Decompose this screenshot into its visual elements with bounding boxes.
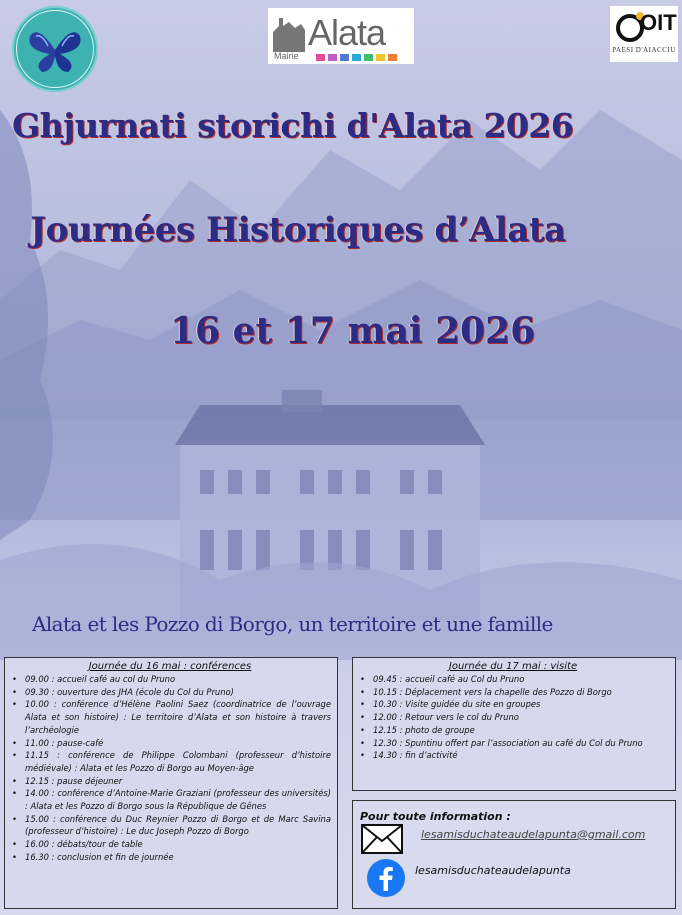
day2-schedule-list — [357, 673, 669, 762]
day1-program-box — [4, 657, 338, 909]
title-french: Journées Historiques d’Alata — [30, 210, 566, 250]
schedule-item: • 09.45 : accueil café au Col du Pruno — [373, 673, 669, 686]
association-logo — [12, 6, 98, 92]
schedule-item: • 16.00 : débats/tour de table — [25, 838, 331, 851]
alata-logo-mairie: Mairie — [274, 51, 299, 61]
schedule-item: • 14.00 : conférence d’Antoine-Marie Graziani (professeur des universités) : Alata et les Pozzo di Borgo sous la République de Gênes — [25, 787, 331, 812]
alata-logo-word: Alata — [308, 12, 386, 53]
day1-schedule-list — [9, 673, 331, 864]
schedule-item: • 12.00 : Retour vers le col du Pruno — [373, 711, 669, 724]
schedule-item: • 14.30 : fin d’activité — [373, 749, 669, 762]
schedule-item: • 16.30 : conclusion et fin de journée — [25, 851, 331, 864]
schedule-item: • 09.00 : accueil café au col du Pruno — [25, 673, 331, 686]
alata-mairie-logo — [268, 8, 414, 64]
schedule-item: • 09.30 : ouverture des JHA (école du Col du Pruno) — [25, 686, 331, 699]
schedule-item: • 12.15 : pause déjeuner — [25, 775, 331, 788]
facebook-page-name[interactable]: lesamisduchateaudelapunta — [415, 864, 571, 877]
day2-program-box — [352, 657, 676, 791]
oit-logo-word: OIT — [640, 10, 677, 35]
facebook-icon[interactable] — [366, 858, 406, 898]
schedule-item: • 12.15 : photo de groupe — [373, 724, 669, 737]
oit-logo — [610, 6, 678, 62]
event-dates: 16 et 17 mai 2026 — [170, 310, 536, 352]
schedule-item: • 10.00 : conférence d’Hélène Paolini Saez (coordinatrice de l’ouvrage Alata et son histoire) : Le territoire d’Alata et son histoire à travers l’archéologie — [25, 698, 331, 736]
contact-email-link[interactable]: lesamisduchateaudelapunta@gmail.com — [421, 828, 646, 841]
event-theme: Alata et les Pozzo di Borgo, un territoire et une famille — [32, 612, 553, 636]
schedule-item: • 10.30 : Visite guidée du site en groupes — [373, 698, 669, 711]
day1-heading: Journée du 16 mai : conférences — [88, 661, 252, 672]
oit-logo-subtitle: PAESI D'AIACCIU — [612, 46, 676, 54]
schedule-item: • 15.00 : conférence du Duc Reynier Pozzo di Borgo et de Marc Savina (professeur d’histoire) : Le duc Joseph Pozzo di Borgo — [25, 813, 331, 838]
schedule-item: • 11.15 : conférence de Philippe Colombani (professeur d’histoire médiévale) : Alata et les Pozzo di Borgo au Moyen-âge — [25, 749, 331, 774]
contact-title: Pour toute information : — [360, 810, 511, 823]
title-corsican: Ghjurnati storichi d'Alata 2026 — [12, 106, 574, 145]
envelope-icon — [361, 824, 403, 854]
schedule-item: • 12.30 : Spuntinu offert par l’association au café du Col du Pruno — [373, 737, 669, 750]
contact-info-box — [352, 800, 676, 909]
day2-heading: Journée du 17 mai : visite — [448, 661, 578, 672]
schedule-item: • 10.15 : Déplacement vers la chapelle des Pozzo di Borgo — [373, 686, 669, 699]
schedule-item: • 11.00 : pause-café — [25, 737, 331, 750]
village-icon — [271, 12, 307, 54]
